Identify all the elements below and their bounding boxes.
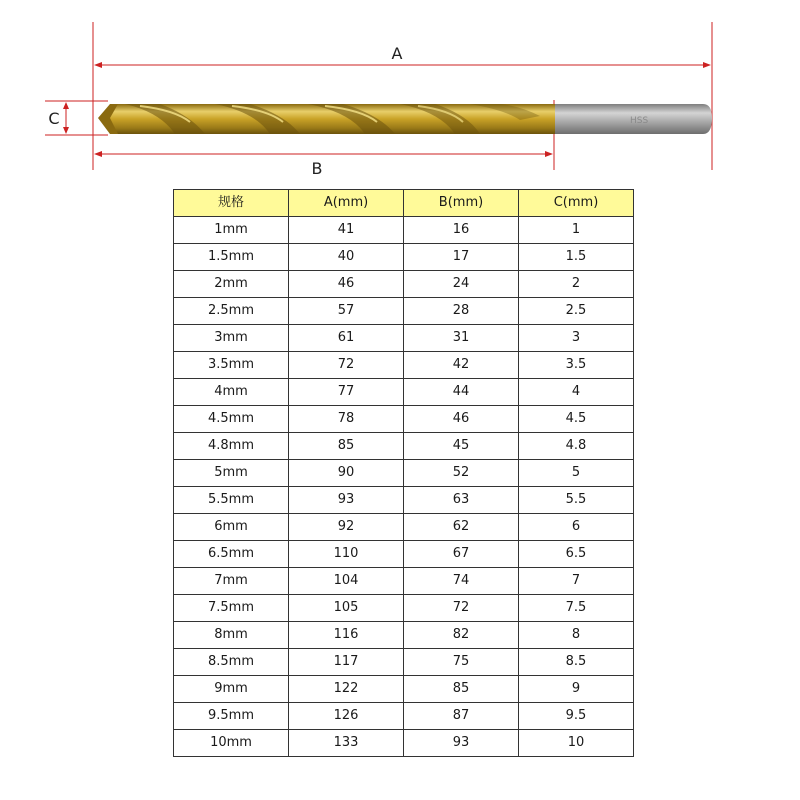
- cell-spec: 3.5mm: [174, 352, 289, 379]
- cell-spec: 1.5mm: [174, 244, 289, 271]
- cell-b: 31: [404, 325, 519, 352]
- table-row: [174, 352, 634, 379]
- cell-a: 46: [289, 271, 404, 298]
- cell-a: 77: [289, 379, 404, 406]
- cell-b: 46: [404, 406, 519, 433]
- drill-bit-diagram: [0, 0, 800, 180]
- cell-c: 5: [519, 460, 634, 487]
- cell-b: 67: [404, 541, 519, 568]
- cell-b: 63: [404, 487, 519, 514]
- spec-table: [173, 189, 634, 757]
- cell-b: 62: [404, 514, 519, 541]
- cell-spec: 2mm: [174, 271, 289, 298]
- cell-spec: 7.5mm: [174, 595, 289, 622]
- table-row: [174, 379, 634, 406]
- header-spec: 规格: [174, 190, 289, 217]
- cell-b: 72: [404, 595, 519, 622]
- cell-c: 8.5: [519, 649, 634, 676]
- cell-c: 3: [519, 325, 634, 352]
- cell-b: 52: [404, 460, 519, 487]
- table-row: [174, 514, 634, 541]
- cell-c: 7: [519, 568, 634, 595]
- table-row: [174, 568, 634, 595]
- table-row: [174, 487, 634, 514]
- header-c-mm: C(mm): [519, 190, 634, 217]
- cell-a: 133: [289, 730, 404, 757]
- header-b-mm: B(mm): [404, 190, 519, 217]
- cell-b: 44: [404, 379, 519, 406]
- table-row: [174, 271, 634, 298]
- cell-c: 2.5: [519, 298, 634, 325]
- cell-b: 16: [404, 217, 519, 244]
- table-row: [174, 649, 634, 676]
- cell-b: 42: [404, 352, 519, 379]
- cell-a: 61: [289, 325, 404, 352]
- cell-c: 2: [519, 271, 634, 298]
- table-header-row: [174, 190, 634, 217]
- cell-a: 105: [289, 595, 404, 622]
- cell-a: 41: [289, 217, 404, 244]
- cell-c: 9.5: [519, 703, 634, 730]
- cell-spec: 8.5mm: [174, 649, 289, 676]
- cell-c: 8: [519, 622, 634, 649]
- cell-b: 85: [404, 676, 519, 703]
- cell-spec: 8mm: [174, 622, 289, 649]
- cell-spec: 10mm: [174, 730, 289, 757]
- cell-b: 82: [404, 622, 519, 649]
- cell-c: 7.5: [519, 595, 634, 622]
- cell-a: 40: [289, 244, 404, 271]
- dimension-b-label: B: [311, 159, 323, 178]
- table-row: [174, 433, 634, 460]
- dimension-a: [93, 22, 712, 170]
- cell-spec: 3mm: [174, 325, 289, 352]
- cell-b: 93: [404, 730, 519, 757]
- cell-a: 72: [289, 352, 404, 379]
- drill-bit: [98, 104, 712, 134]
- cell-spec: 6.5mm: [174, 541, 289, 568]
- table-row: [174, 730, 634, 757]
- table-row: [174, 244, 634, 271]
- table-row: [174, 541, 634, 568]
- cell-c: 5.5: [519, 487, 634, 514]
- cell-c: 3.5: [519, 352, 634, 379]
- cell-c: 10: [519, 730, 634, 757]
- cell-a: 78: [289, 406, 404, 433]
- table-row: [174, 676, 634, 703]
- cell-a: 122: [289, 676, 404, 703]
- cell-b: 24: [404, 271, 519, 298]
- cell-spec: 4.5mm: [174, 406, 289, 433]
- dimension-a-label: A: [391, 44, 403, 63]
- cell-a: 110: [289, 541, 404, 568]
- cell-a: 57: [289, 298, 404, 325]
- cell-a: 126: [289, 703, 404, 730]
- cell-spec: 9.5mm: [174, 703, 289, 730]
- cell-spec: 1mm: [174, 217, 289, 244]
- table-row: [174, 622, 634, 649]
- cell-c: 4.5: [519, 406, 634, 433]
- table-row: [174, 460, 634, 487]
- cell-c: 1: [519, 217, 634, 244]
- header-a-mm: A(mm): [289, 190, 404, 217]
- cell-c: 9: [519, 676, 634, 703]
- cell-spec: 6mm: [174, 514, 289, 541]
- cell-b: 74: [404, 568, 519, 595]
- cell-c: 6: [519, 514, 634, 541]
- cell-c: 1.5: [519, 244, 634, 271]
- cell-c: 4.8: [519, 433, 634, 460]
- cell-b: 28: [404, 298, 519, 325]
- table-row: [174, 298, 634, 325]
- cell-a: 104: [289, 568, 404, 595]
- dimension-c-label: C: [48, 109, 60, 128]
- cell-spec: 7mm: [174, 568, 289, 595]
- cell-spec: 5.5mm: [174, 487, 289, 514]
- cell-b: 17: [404, 244, 519, 271]
- table-row: [174, 703, 634, 730]
- table-row: [174, 325, 634, 352]
- cell-a: 85: [289, 433, 404, 460]
- table-row: [174, 406, 634, 433]
- cell-b: 75: [404, 649, 519, 676]
- cell-a: 116: [289, 622, 404, 649]
- cell-a: 90: [289, 460, 404, 487]
- cell-c: 4: [519, 379, 634, 406]
- cell-a: 92: [289, 514, 404, 541]
- cell-b: 87: [404, 703, 519, 730]
- cell-a: 93: [289, 487, 404, 514]
- cell-spec: 4.8mm: [174, 433, 289, 460]
- cell-spec: 5mm: [174, 460, 289, 487]
- table-row: [174, 595, 634, 622]
- svg-text:HSS: HSS: [630, 116, 649, 126]
- table-body: [174, 217, 634, 757]
- cell-spec: 9mm: [174, 676, 289, 703]
- cell-spec: 4mm: [174, 379, 289, 406]
- table-row: [174, 217, 634, 244]
- cell-a: 117: [289, 649, 404, 676]
- cell-spec: 2.5mm: [174, 298, 289, 325]
- cell-b: 45: [404, 433, 519, 460]
- cell-c: 6.5: [519, 541, 634, 568]
